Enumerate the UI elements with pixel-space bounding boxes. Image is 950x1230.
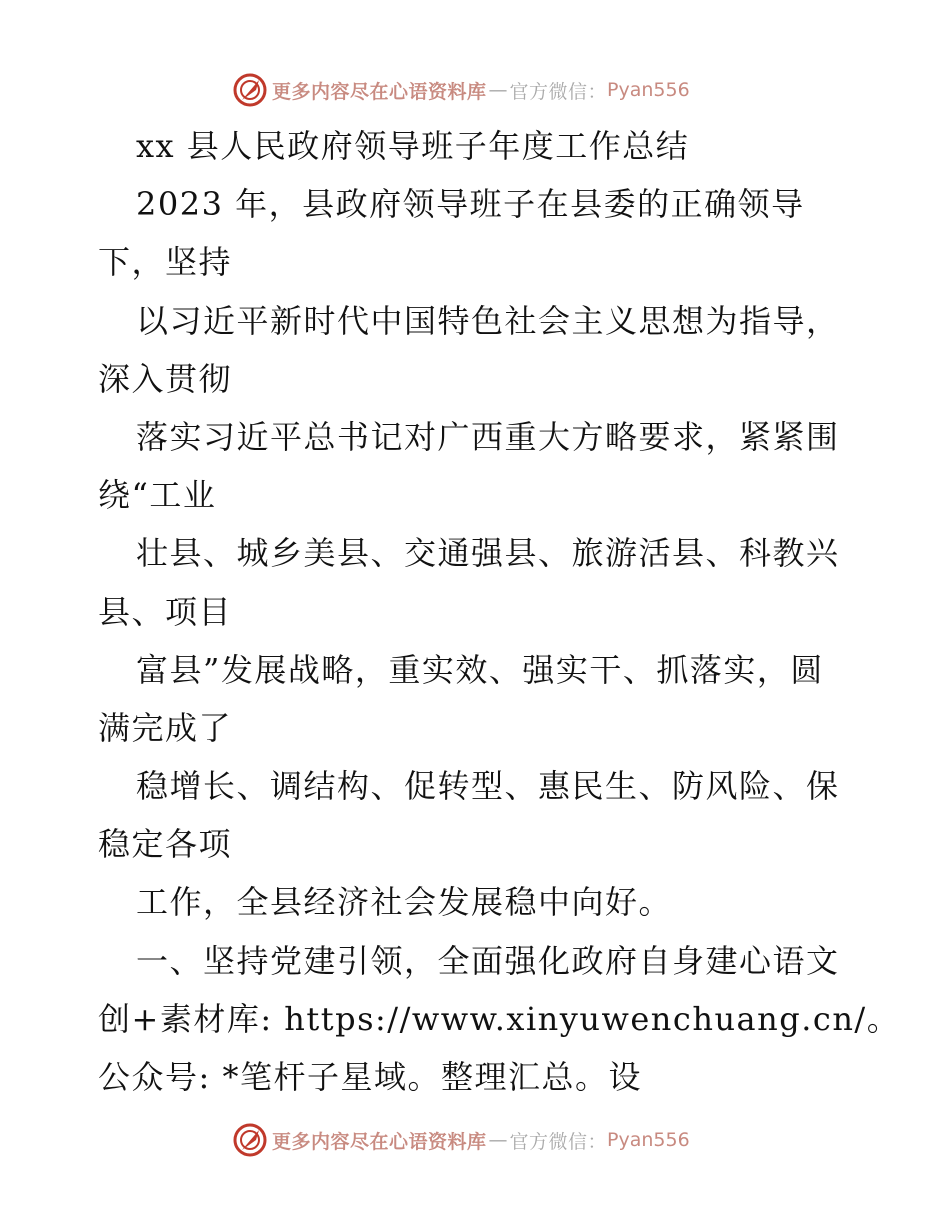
- text-line: 以习近平新时代中国特色社会主义思想为指导，: [136, 301, 840, 340]
- banner-dash: —: [488, 1129, 508, 1151]
- text-line: 公众号: *笔杆子星域。整理汇总。设: [98, 1058, 642, 1096]
- banner-contact-label: 官方微信：: [509, 1130, 608, 1153]
- text-line: 满完成了: [98, 708, 233, 747]
- text-line: 创+素材库: https://www.xinyuwenchuang.cn/。: [98, 999, 901, 1038]
- banner-contact-label: 官方微信：: [509, 80, 608, 103]
- header-banner: [232, 70, 690, 110]
- text-line: 稳增长、调结构、促转型、惠民生、防风险、保: [136, 767, 840, 806]
- text-line: 绕“工业: [98, 476, 217, 515]
- section-heading: 一、坚持党建引领，全面强化政府自身建心语文: [136, 941, 840, 980]
- banner-slogan: 更多内容尽在心语资料库: [272, 1130, 487, 1153]
- banner-slogan: 更多内容尽在心语资料库: [272, 80, 487, 103]
- text-line: 稳定各项: [98, 825, 233, 864]
- banner-contact-id: Pyan556: [607, 1129, 690, 1151]
- banner-dash: —: [488, 79, 508, 101]
- text-line: 下，坚持: [98, 243, 233, 282]
- text-line: 壮县、城乡美县、交通强县、旅游活县、科教兴: [136, 534, 840, 573]
- text-line: 深入贯彻: [98, 359, 233, 398]
- document-body: [98, 117, 901, 1106]
- quill-emblem-icon: [232, 1122, 268, 1158]
- quill-emblem-icon: [232, 72, 268, 108]
- document-title: xx 县人民政府领导班子年度工作总结: [136, 127, 690, 165]
- banner-contact-id: Pyan556: [607, 79, 690, 101]
- text-line: 富县”发展战略，重实效、强实干、抓落实，圆: [136, 650, 824, 689]
- text-line: 工作，全县经济社会发展稳中向好。: [136, 883, 673, 922]
- text-line: 2023 年，县政府领导班子在县委的正确领导: [136, 185, 805, 224]
- footer-banner: [232, 1120, 690, 1160]
- text-line: 县、项目: [98, 592, 233, 631]
- text-line: 落实习近平总书记对广西重大方略要求，紧紧围: [136, 417, 840, 456]
